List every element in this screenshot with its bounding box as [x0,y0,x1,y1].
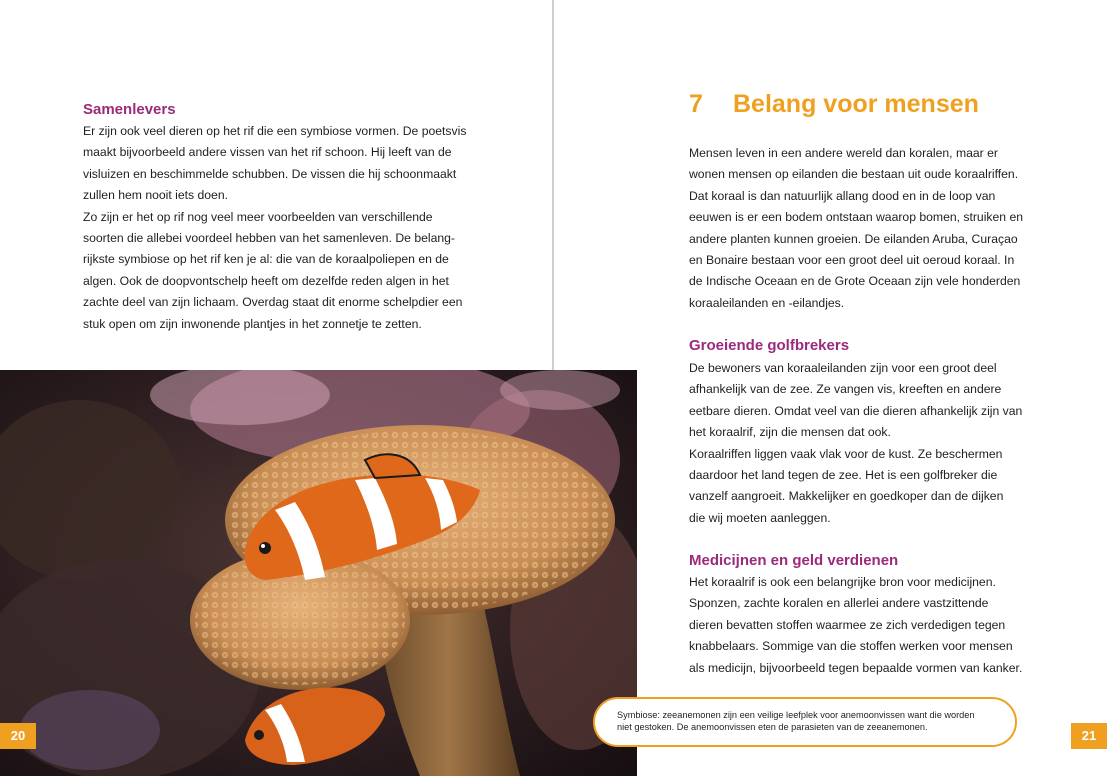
section-heading-golfbrekers: Groeiende golfbrekers [689,337,850,354]
text-line: andere planten kunnen groeien. De eilanden Aruba, Curaçao [689,231,1018,246]
text-line: Dat koraal is dan natuurlijk allang dood en in de loop van [689,188,996,203]
samenlevers-paragraph [83,121,466,335]
text-line: rijkste symbiose op het rif ken je al: die van de koraalpoliepen en de [83,252,449,267]
text-line: algen. Ook de doopvontschelp heeft om dezelfde reden algen in het [83,273,449,288]
section-heading-samenlevers: Samenlevers [83,101,176,118]
text-line: het koraalrif, zijn die mensen dat ook. [689,425,891,440]
chapter-number: 7 [689,90,703,118]
callout-line: Symbiose: zeeanemonen zijn een veilige leefplek voor anemoonvissen want die worden [617,710,975,720]
text-line: Er zijn ook veel dieren op het rif die een symbiose vormen. De poetsvis [83,124,467,138]
text-line: die wij moeten aanleggen. [689,510,831,525]
text-line: visluizen en beschimmelde schubben. De vissen die hij schoonmaakt [83,166,457,181]
text-line: stuk open om zijn inwonende plantjes in het zonnetje te zetten. [83,316,422,331]
text-line: als medicijn, bijvoorbeeld tegen bepaalde vormen van kanker. [689,660,1023,675]
medicijnen-paragraph [689,572,1022,679]
text-line: en Bonaire bestaan voor een groot deel uit oeroud koraal. In [689,253,1015,268]
text-line: zullen hem nooit iets doen. [83,188,228,203]
text-line: De bewoners van koraaleilanden zijn voor een groot deel [689,361,997,375]
text-line: dieren bevatten stoffen waarmee ze zich verdedigen tegen [689,617,1006,632]
text-line: Sponzen, zachte koralen en allerlei andere vastzittende [689,596,989,611]
text-line: Mensen leven in een andere wereld dan koralen, maar er [689,146,998,160]
section-heading-medicijnen: Medicijnen en geld verdienen [689,552,899,569]
page-number-left: 20 [0,723,36,749]
callout-line: niet gestoken. De anemoonvissen eten de parasieten van de zeeanemonen. [617,722,928,732]
text-line: koraaleilanden en -eilandjes. [689,295,845,310]
text-line: soorten die allebei voordeel hebben van het samenleven. De belang- [83,231,455,246]
chapter-title-text: Belang voor mensen [733,90,979,118]
text-line: maakt bijvoorbeeld andere vissen van het rif schoon. Hij leeft van de [83,145,452,160]
text-line: afhankelijk van de zee. Ze vangen vis, kreeften en andere [689,382,1002,397]
page-spine [552,0,554,370]
text-line: Koraalriffen liggen vaak vlak voor de kust. Ze beschermen [689,446,1003,461]
page-number-right: 21 [1071,723,1107,749]
golfbrekers-paragraph [689,358,1022,529]
chapter-title [689,90,979,119]
text-line: daardoor het land tegen de zee. Het is een golfbreker die [689,468,998,483]
text-line: Zo zijn er het op rif nog veel meer voorbeelden van verschillende [83,209,433,224]
text-line: vanzelf aangroeit. Makkelijker en goedkoper dan de dijken [689,489,1004,504]
text-line: wonen mensen op eilanden die bestaan uit oude koraalriffen. [689,167,1019,182]
symbiose-callout [593,697,1017,747]
text-line: de Indische Oceaan en de Grote Oceaan zijn vele honderden [689,274,1021,289]
text-line: eetbare dieren. Omdat veel van die dieren afhankelijk zijn van [689,403,1023,418]
text-line: eeuwen is er een bodem ontstaan waarop bomen, struiken en [689,210,1024,225]
text-line: zachte deel van zijn lichaam. Overdag staat dit enorme schelpdier een [83,295,463,310]
intro-paragraph [689,143,1023,314]
text-line: knabbelaars. Sommige van die stoffen werken voor mensen [689,639,1013,654]
text-line: Het koraalrif is ook een belangrijke bron voor medicijnen. [689,575,996,589]
clownfish-anemone-photo [0,370,637,776]
